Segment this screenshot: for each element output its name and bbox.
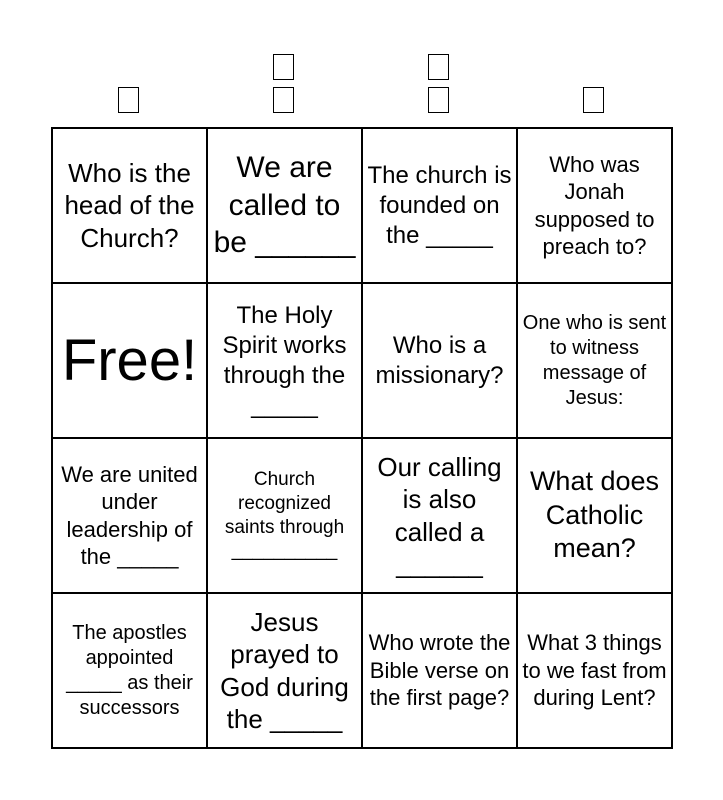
bingo-cell[interactable]: [207, 593, 362, 748]
header-box-i-top: [273, 54, 294, 80]
board-row: [52, 593, 672, 748]
cell-text: We are called to be ______: [213, 151, 356, 260]
cell-text: The apostles appointed _____ as their successors: [66, 621, 193, 719]
board-row: [52, 128, 672, 283]
cell-text: Who was Jonah supposed to preach to?: [534, 151, 655, 259]
cell-text: Church recognized saints through __________: [224, 469, 345, 562]
header-box-n-top: [428, 54, 449, 80]
cell-text: Who wrote the Bible verse on the first page?: [368, 630, 511, 711]
cell-text: One who is sent to witness message of Jesus:: [522, 311, 667, 409]
free-space-label: Free!: [61, 327, 198, 393]
board-row: [52, 283, 672, 438]
cell-text: We are united under leadership of the _____: [61, 461, 198, 569]
bingo-cell[interactable]: [362, 438, 517, 593]
cell-text: The church is founded on the _____: [367, 161, 512, 249]
cell-text: Who is a missionary?: [375, 331, 504, 389]
bingo-cell[interactable]: [362, 128, 517, 283]
bingo-cell[interactable]: [207, 438, 362, 593]
cell-text: Our calling is also called a ______: [377, 451, 502, 579]
bingo-cell[interactable]: [362, 593, 517, 748]
bingo-cell[interactable]: [52, 128, 207, 283]
cell-text: Jesus prayed to God during the _____: [220, 606, 349, 734]
board-row: [52, 438, 672, 593]
cell-text: What 3 things to we fast from during Lent?: [522, 630, 667, 711]
header-box-n-bottom: [428, 87, 449, 113]
free-cell[interactable]: [52, 283, 207, 438]
bingo-cell[interactable]: [207, 128, 362, 283]
header-box-g: [583, 87, 604, 113]
bingo-cell[interactable]: [362, 283, 517, 438]
cell-text: Who is the head of the Church?: [64, 157, 195, 253]
bingo-cell[interactable]: [517, 283, 672, 438]
bingo-board: [51, 127, 673, 749]
cell-text: The Holy Spirit works through the _____: [222, 301, 347, 419]
bingo-cell[interactable]: [517, 438, 672, 593]
header-box-b: [118, 87, 139, 113]
cell-text: What does Catholic mean?: [529, 465, 660, 564]
bingo-cell[interactable]: [207, 283, 362, 438]
bingo-cell[interactable]: [517, 593, 672, 748]
bingo-cell[interactable]: [517, 128, 672, 283]
bingo-cell[interactable]: [52, 593, 207, 748]
bingo-cell[interactable]: [52, 438, 207, 593]
header-box-i-bottom: [273, 87, 294, 113]
